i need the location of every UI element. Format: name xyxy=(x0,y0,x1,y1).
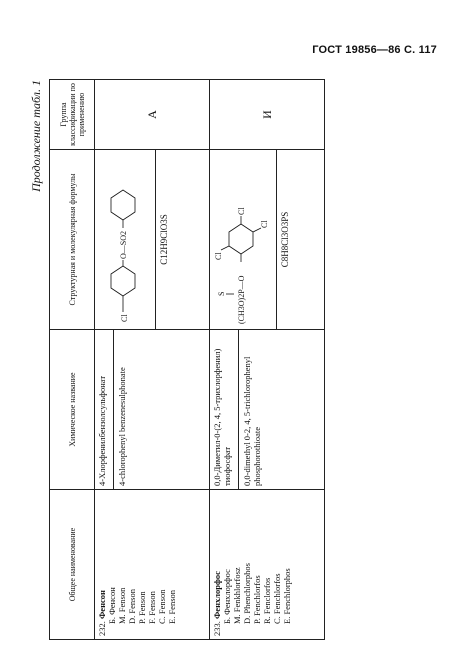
chemical-name-cell xyxy=(210,330,325,490)
chemical-name-en: 4-chlorophenyl benzenesulphonate xyxy=(113,330,127,489)
structure-diagram xyxy=(97,156,147,326)
row-number: 232. xyxy=(97,621,107,636)
continuation-label: Продолжение табл. 1 xyxy=(29,80,43,192)
synonym: Б. Фенхлорфос xyxy=(222,569,232,624)
synonym: C. Fenson xyxy=(157,589,167,624)
table-header-row xyxy=(50,80,95,640)
synonym: М. Fenkhlorfosz xyxy=(232,567,242,624)
group-cell: И xyxy=(210,80,325,150)
substance-name: Фенхлорфос xyxy=(212,571,222,619)
synonym: М. Fenson xyxy=(117,587,127,624)
substances-table xyxy=(49,79,325,640)
synonym: E. Fenchlorphos xyxy=(282,568,292,624)
col-header-chemical-name: Химическое название xyxy=(50,330,95,490)
synonym: R. Fenclorfos xyxy=(262,577,272,624)
chemical-name-en: 0,0-dimethyl 0-2, 4, 5-trichlorophenyl phosphorothioate xyxy=(238,330,262,489)
synonym: F. Fenson xyxy=(147,591,157,624)
formula-cell xyxy=(95,150,210,330)
struct-label-s: S xyxy=(217,291,226,296)
formula-cell xyxy=(210,150,325,330)
col-header-common-name: Общее наименование xyxy=(50,490,95,640)
struct-label-ch3o: (CH3O)2P—O xyxy=(237,275,246,324)
synonym: C. Fenchlorfos xyxy=(272,573,282,624)
synonym: P. Fenson xyxy=(137,591,147,624)
struct-label-cl: Cl xyxy=(237,207,246,215)
struct-label-cl: Cl xyxy=(214,252,223,260)
table-row xyxy=(95,80,210,640)
col-header-formula: Структурная и молекулярная формулы xyxy=(50,150,95,330)
struct-label-oso2: O—SO2 xyxy=(119,230,128,259)
chemical-name-ru: 4-Хлорфенилбензолсульфонат xyxy=(97,375,107,486)
chemical-name-cell xyxy=(95,330,210,490)
synonym: P. Fenchlorfos xyxy=(252,575,262,624)
synonym: D. Fenson xyxy=(127,589,137,624)
chemical-name-ru: 0,0-Диметил-0-(2, 4, 5-трихлорфенил) тиофосфат xyxy=(212,348,232,486)
molecular-formula: C12H9ClO3S xyxy=(155,150,169,329)
group-cell: А xyxy=(95,80,210,150)
col-header-group: Группа классификации по применению xyxy=(50,80,95,150)
synonym: D. Phenchlorphos xyxy=(242,563,252,624)
structure-diagram xyxy=(212,156,268,326)
synonym: Б. Фенсон xyxy=(107,587,117,624)
common-name-cell xyxy=(95,490,210,640)
page-header: ГОСТ 19856—86 С. 117 xyxy=(312,44,437,56)
row-number: 233. xyxy=(212,621,222,636)
table-row xyxy=(210,80,325,640)
synonym: E. Fenson xyxy=(167,590,177,624)
substance-name: Фенсон xyxy=(97,590,107,619)
struct-label-cl: Cl xyxy=(260,220,269,228)
common-name-cell xyxy=(210,490,325,640)
struct-label-cl: Cl xyxy=(120,314,129,322)
molecular-formula: C8H8Cl3O3PS xyxy=(276,150,290,329)
rotated-page xyxy=(25,80,345,640)
